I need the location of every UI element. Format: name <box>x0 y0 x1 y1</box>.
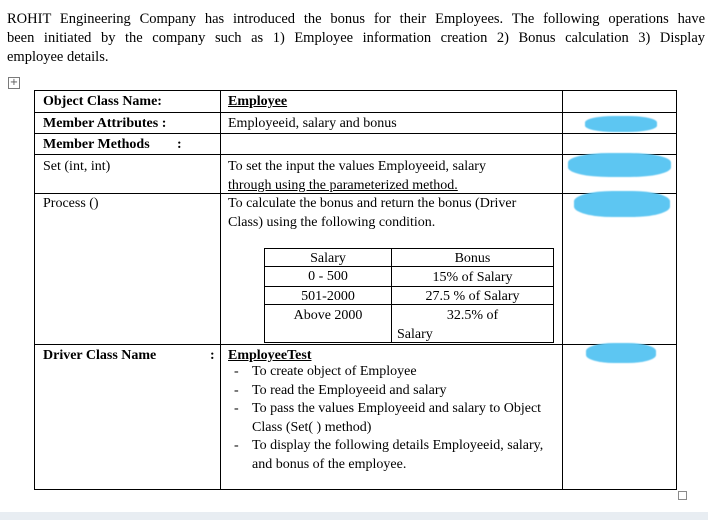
bonus-row-salary: 0 - 500 <box>308 269 348 284</box>
bonus-header-bonus: Bonus <box>454 251 491 266</box>
redaction-mark <box>568 153 671 177</box>
page-bottom-edge <box>0 512 708 520</box>
member-methods-colon: : <box>177 137 182 152</box>
list-item: - To pass the values Employeeid and salary to Object Class (Set( ) method) <box>232 400 557 437</box>
bonus-row-bonus: 27.5 % of Salary <box>425 289 520 304</box>
redaction-mark <box>574 191 670 217</box>
bonus-row-bonus-wrap: Salary <box>397 327 433 342</box>
table-border-right <box>676 90 677 490</box>
driver-class-label: Driver Class Name <box>43 348 157 363</box>
table-rule <box>34 133 677 134</box>
intro-line-1: ROHIT Engineering Company has introduced the bonus for their Employees. The following operations have <box>7 11 705 27</box>
table-border-left <box>34 90 35 490</box>
list-item: - To read the Employeeid and salary <box>232 382 557 401</box>
driver-class-colon: : <box>210 348 215 363</box>
driver-class-value: EmployeeTest <box>228 348 312 363</box>
bonus-row-bonus: 15% of Salary <box>432 270 513 285</box>
redaction-mark <box>585 116 657 132</box>
bonus-table <box>264 248 554 343</box>
process-method-label: Process () <box>43 196 99 211</box>
bonus-row-salary: Above 2000 <box>293 308 363 323</box>
intro-paragraph <box>7 10 705 67</box>
set-method-label: Set (int, int) <box>43 159 111 174</box>
object-class-label: Object Class Name: <box>43 94 162 109</box>
list-item: - To display the following details Employeeid, salary, and bonus of the employee. <box>232 437 557 474</box>
bonus-table-rule <box>265 286 553 287</box>
table-move-handle-icon[interactable]: + <box>9 77 19 88</box>
table-col-rule <box>220 90 221 490</box>
member-methods-label: Member Methods <box>43 137 150 152</box>
table-col-rule <box>562 90 563 490</box>
driver-class-bullet-list <box>232 363 557 474</box>
set-method-desc-line-2: through using the parameterized method. <box>228 178 458 193</box>
object-class-value: Employee <box>228 94 288 109</box>
table-rule <box>34 112 677 113</box>
process-method-desc-line-1: To calculate the bonus and return the bonus (Driver <box>228 196 517 211</box>
bonus-header-salary: Salary <box>310 251 346 266</box>
member-attributes-value: Employeeid, salary and bonus <box>228 116 397 131</box>
table-border-top <box>34 90 677 91</box>
intro-line-3: employee details. <box>7 49 109 65</box>
set-method-desc-line-1: To set the input the values Employeeid, salary <box>228 159 486 174</box>
table-resize-handle-icon[interactable] <box>678 491 687 500</box>
intro-line-2: been initiated by the company such as 1) Employee information creation 2) Bonus calculation 3) Display <box>7 30 705 46</box>
process-method-desc-line-2: Class) using the following condition. <box>228 215 436 230</box>
redaction-mark <box>586 343 656 363</box>
bonus-row-salary: 501-2000 <box>301 289 355 304</box>
member-attributes-label: Member Attributes : <box>43 116 167 131</box>
bonus-row-bonus: 32.5% of <box>446 308 499 323</box>
table-rule <box>34 344 677 345</box>
list-item: - To create object of Employee <box>232 363 557 382</box>
table-border-bottom <box>34 489 677 490</box>
